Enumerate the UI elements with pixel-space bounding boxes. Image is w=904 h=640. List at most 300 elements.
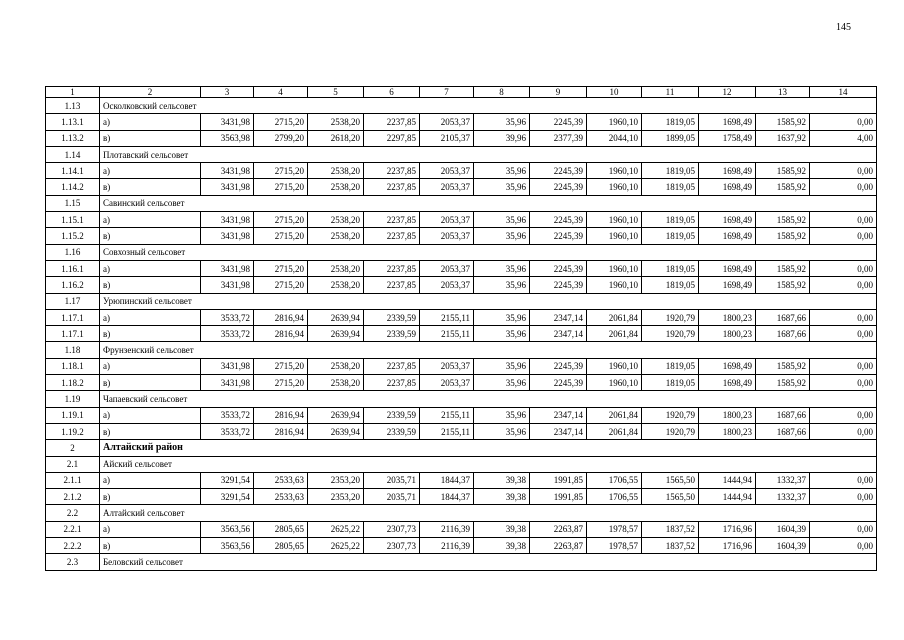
cell-value: 1687,66 [756,309,810,325]
cell-value: 39,96 [474,130,530,146]
cell-value: 2625,22 [308,521,364,537]
cell-value: 2339,59 [364,326,420,342]
row-code: 1.16.2 [46,277,100,293]
cell-value: 3431,98 [201,358,254,374]
row-code: 1.15 [46,195,100,211]
cell-value: 2053,37 [420,277,474,293]
cell-value: 2715,20 [254,179,308,195]
cell-value: 2035,71 [364,472,420,488]
row-code: 1.16 [46,244,100,260]
cell-value: 35,96 [474,309,530,325]
cell-value: 3431,98 [201,260,254,276]
cell-value: 1565,50 [642,489,699,505]
row-label: а) [100,114,201,130]
section-title: Плотавский сельсовет [100,146,877,162]
tariff-table [45,86,877,571]
section-title: Чапаевский сельсовет [100,391,877,407]
cell-value: 2639,94 [308,423,364,439]
cell-value: 1698,49 [699,212,756,228]
cell-value: 39,38 [474,521,530,537]
cell-value: 35,96 [474,114,530,130]
cell-value: 1332,37 [756,472,810,488]
cell-value: 1585,92 [756,228,810,244]
cell-value: 2816,94 [254,326,308,342]
cell-value: 0,00 [810,489,877,505]
cell-value: 1585,92 [756,114,810,130]
cell-value: 2377,39 [530,130,587,146]
cell-value: 1819,05 [642,260,699,276]
cell-value: 2053,37 [420,375,474,391]
cell-value: 2245,39 [530,228,587,244]
cell-value: 2061,84 [587,309,642,325]
cell-value: 2353,20 [308,489,364,505]
row-code: 1.17.1 [46,326,100,342]
cell-value: 2044,10 [587,130,642,146]
cell-value: 0,00 [810,212,877,228]
cell-value: 2625,22 [308,538,364,554]
cell-value: 2061,84 [587,423,642,439]
cell-value: 2538,20 [308,212,364,228]
table-row [46,375,877,391]
cell-value: 2715,20 [254,212,308,228]
row-code: 1.17 [46,293,100,309]
column-number: 1 [46,87,100,98]
cell-value: 1687,66 [756,407,810,423]
cell-value: 2353,20 [308,472,364,488]
cell-value: 1978,57 [587,538,642,554]
cell-value: 2533,63 [254,472,308,488]
cell-value: 2061,84 [587,407,642,423]
cell-value: 1960,10 [587,212,642,228]
table-row [46,179,877,195]
cell-value: 2538,20 [308,163,364,179]
cell-value: 35,96 [474,179,530,195]
cell-value: 35,96 [474,326,530,342]
cell-value: 2715,20 [254,277,308,293]
cell-value: 2237,85 [364,228,420,244]
cell-value: 1698,49 [699,179,756,195]
cell-value: 1978,57 [587,521,642,537]
table-row [46,407,877,423]
cell-value: 2245,39 [530,375,587,391]
table-row [46,472,877,488]
cell-value: 1585,92 [756,358,810,374]
cell-value: 1758,49 [699,130,756,146]
cell-value: 2805,65 [254,521,308,537]
cell-value: 2805,65 [254,538,308,554]
cell-value: 2538,20 [308,277,364,293]
cell-value: 2639,94 [308,309,364,325]
cell-value: 1565,50 [642,472,699,488]
cell-value: 3563,98 [201,130,254,146]
cell-value: 1585,92 [756,212,810,228]
section-row [46,391,877,407]
row-code: 1.19 [46,391,100,407]
row-code: 1.13.1 [46,114,100,130]
row-label: в) [100,179,201,195]
cell-value: 1698,49 [699,228,756,244]
cell-value: 1585,92 [756,179,810,195]
row-code: 1.18.2 [46,375,100,391]
cell-value: 1960,10 [587,375,642,391]
cell-value: 2263,87 [530,521,587,537]
row-code: 2.1.2 [46,489,100,505]
section-row [46,554,877,570]
cell-value: 2053,37 [420,228,474,244]
row-code: 1.14 [46,146,100,162]
cell-value: 2307,73 [364,538,420,554]
cell-value: 1706,55 [587,489,642,505]
cell-value: 2715,20 [254,358,308,374]
cell-value: 1960,10 [587,163,642,179]
cell-value: 1844,37 [420,472,474,488]
cell-value: 2538,20 [308,260,364,276]
row-label: а) [100,260,201,276]
cell-value: 1716,96 [699,538,756,554]
row-label: в) [100,277,201,293]
cell-value: 2053,37 [420,179,474,195]
cell-value: 35,96 [474,358,530,374]
row-code: 2.2 [46,505,100,521]
cell-value: 2245,39 [530,260,587,276]
cell-value: 1920,79 [642,407,699,423]
cell-value: 35,96 [474,163,530,179]
cell-value: 2816,94 [254,407,308,423]
column-number: 5 [308,87,364,98]
cell-value: 2116,39 [420,521,474,537]
cell-value: 3431,98 [201,114,254,130]
row-label: а) [100,472,201,488]
cell-value: 3431,98 [201,375,254,391]
cell-value: 2307,73 [364,521,420,537]
cell-value: 1819,05 [642,228,699,244]
cell-value: 35,96 [474,228,530,244]
cell-value: 3431,98 [201,163,254,179]
cell-value: 2237,85 [364,114,420,130]
cell-value: 1585,92 [756,375,810,391]
cell-value: 1604,39 [756,538,810,554]
cell-value: 1444,94 [699,472,756,488]
cell-value: 1960,10 [587,179,642,195]
column-number: 2 [100,87,201,98]
cell-value: 2053,37 [420,163,474,179]
cell-value: 0,00 [810,163,877,179]
cell-value: 1920,79 [642,423,699,439]
table-row [46,277,877,293]
section-title: Урюпинский сельсовет [100,293,877,309]
row-label: а) [100,521,201,537]
table-row [46,212,877,228]
cell-value: 1706,55 [587,472,642,488]
column-number: 6 [364,87,420,98]
cell-value: 2339,59 [364,309,420,325]
cell-value: 1819,05 [642,212,699,228]
cell-value: 1819,05 [642,358,699,374]
cell-value: 3291,54 [201,472,254,488]
cell-value: 1819,05 [642,163,699,179]
row-code: 2.2.1 [46,521,100,537]
cell-value: 2339,59 [364,407,420,423]
cell-value: 1585,92 [756,260,810,276]
cell-value: 1687,66 [756,423,810,439]
cell-value: 39,38 [474,538,530,554]
cell-value: 1698,49 [699,163,756,179]
column-number: 3 [201,87,254,98]
cell-value: 1960,10 [587,277,642,293]
cell-value: 0,00 [810,326,877,342]
cell-value: 2245,39 [530,212,587,228]
cell-value: 1698,49 [699,277,756,293]
column-number: 9 [530,87,587,98]
cell-value: 1687,66 [756,326,810,342]
row-label: в) [100,538,201,554]
cell-value: 1819,05 [642,375,699,391]
section-row [46,146,877,162]
cell-value: 3563,56 [201,521,254,537]
row-code: 1.15.2 [46,228,100,244]
table-row [46,423,877,439]
section-row [46,342,877,358]
cell-value: 2116,39 [420,538,474,554]
cell-value: 2347,14 [530,407,587,423]
table-row [46,309,877,325]
row-code: 1.13 [46,98,100,114]
cell-value: 2263,87 [530,538,587,554]
cell-value: 3563,56 [201,538,254,554]
cell-value: 0,00 [810,114,877,130]
cell-value: 39,38 [474,472,530,488]
row-code: 1.18 [46,342,100,358]
cell-value: 0,00 [810,309,877,325]
cell-value: 35,96 [474,260,530,276]
section-row [46,98,877,114]
row-code: 2.1.1 [46,472,100,488]
row-label: в) [100,489,201,505]
section-title: Фрунзенский сельсовет [100,342,877,358]
section-row [46,505,877,521]
cell-value: 2053,37 [420,358,474,374]
cell-value: 1819,05 [642,179,699,195]
cell-value: 2715,20 [254,375,308,391]
cell-value: 2155,11 [420,423,474,439]
cell-value: 2339,59 [364,423,420,439]
column-number: 12 [699,87,756,98]
row-code: 1.18.1 [46,358,100,374]
cell-value: 3431,98 [201,179,254,195]
cell-value: 0,00 [810,521,877,537]
table-row [46,130,877,146]
row-label: в) [100,375,201,391]
cell-value: 2245,39 [530,179,587,195]
column-number: 4 [254,87,308,98]
section-title: Совхозный сельсовет [100,244,877,260]
cell-value: 3431,98 [201,212,254,228]
cell-value: 3291,54 [201,489,254,505]
cell-value: 1920,79 [642,326,699,342]
cell-value: 1960,10 [587,228,642,244]
section-row [46,195,877,211]
row-code: 1.16.1 [46,260,100,276]
table-row [46,521,877,537]
cell-value: 2245,39 [530,358,587,374]
cell-value: 2538,20 [308,114,364,130]
cell-value: 2347,14 [530,309,587,325]
row-code: 1.13.2 [46,130,100,146]
cell-value: 2533,63 [254,489,308,505]
table-row [46,228,877,244]
cell-value: 0,00 [810,423,877,439]
cell-value: 0,00 [810,277,877,293]
cell-value: 0,00 [810,228,877,244]
column-number: 7 [420,87,474,98]
cell-value: 2816,94 [254,309,308,325]
row-code: 2 [46,440,100,456]
cell-value: 2155,11 [420,309,474,325]
section-title: Айский сельсовет [100,456,877,472]
row-label: а) [100,309,201,325]
row-code: 1.14.1 [46,163,100,179]
cell-value: 1837,52 [642,538,699,554]
cell-value: 0,00 [810,179,877,195]
cell-value: 1444,94 [699,489,756,505]
row-code: 2.3 [46,554,100,570]
section-row [46,244,877,260]
cell-value: 2245,39 [530,114,587,130]
cell-value: 2245,39 [530,277,587,293]
cell-value: 3431,98 [201,277,254,293]
section-row [46,293,877,309]
section-title: Савинский сельсовет [100,195,877,211]
row-label: в) [100,423,201,439]
cell-value: 2297,85 [364,130,420,146]
row-code: 1.17.1 [46,309,100,325]
cell-value: 2237,85 [364,260,420,276]
cell-value: 1920,79 [642,309,699,325]
cell-value: 2105,37 [420,130,474,146]
cell-value: 1698,49 [699,375,756,391]
cell-value: 2538,20 [308,179,364,195]
cell-value: 1800,23 [699,326,756,342]
section-title: Алтайский район [100,440,877,456]
cell-value: 3533,72 [201,423,254,439]
cell-value: 2155,11 [420,407,474,423]
section-row [46,456,877,472]
cell-value: 1585,92 [756,163,810,179]
cell-value: 1604,39 [756,521,810,537]
cell-value: 2347,14 [530,423,587,439]
table-row [46,538,877,554]
section-title: Осколковский сельсовет [100,98,877,114]
cell-value: 2155,11 [420,326,474,342]
cell-value: 2715,20 [254,114,308,130]
cell-value: 0,00 [810,538,877,554]
cell-value: 2053,37 [420,212,474,228]
cell-value: 3533,72 [201,407,254,423]
cell-value: 2035,71 [364,489,420,505]
row-label: в) [100,228,201,244]
cell-value: 1800,23 [699,423,756,439]
cell-value: 1698,49 [699,260,756,276]
cell-value: 1960,10 [587,260,642,276]
cell-value: 2538,20 [308,375,364,391]
cell-value: 2061,84 [587,326,642,342]
cell-value: 1800,23 [699,309,756,325]
section-title: Беловский сельсовет [100,554,877,570]
cell-value: 35,96 [474,277,530,293]
cell-value: 1637,92 [756,130,810,146]
cell-value: 35,96 [474,375,530,391]
cell-value: 0,00 [810,358,877,374]
cell-value: 2538,20 [308,228,364,244]
cell-value: 35,96 [474,423,530,439]
cell-value: 2053,37 [420,114,474,130]
cell-value: 2347,14 [530,326,587,342]
table-row [46,358,877,374]
row-label: а) [100,163,201,179]
cell-value: 3533,72 [201,309,254,325]
cell-value: 1837,52 [642,521,699,537]
cell-value: 2715,20 [254,228,308,244]
cell-value: 2237,85 [364,163,420,179]
cell-value: 4,00 [810,130,877,146]
cell-value: 1991,85 [530,472,587,488]
column-number: 10 [587,87,642,98]
cell-value: 2237,85 [364,212,420,228]
row-code: 1.14.2 [46,179,100,195]
cell-value: 35,96 [474,212,530,228]
column-number: 8 [474,87,530,98]
row-code: 2.2.2 [46,538,100,554]
cell-value: 2618,20 [308,130,364,146]
cell-value: 2237,85 [364,277,420,293]
row-label: в) [100,130,201,146]
cell-value: 1844,37 [420,489,474,505]
row-label: а) [100,212,201,228]
table-row [46,326,877,342]
cell-value: 1332,37 [756,489,810,505]
cell-value: 2538,20 [308,358,364,374]
cell-value: 1819,05 [642,277,699,293]
cell-value: 35,96 [474,407,530,423]
cell-value: 2237,85 [364,358,420,374]
cell-value: 3533,72 [201,326,254,342]
row-code: 1.19.1 [46,407,100,423]
cell-value: 0,00 [810,260,877,276]
cell-value: 2715,20 [254,163,308,179]
cell-value: 2715,20 [254,260,308,276]
section-row [46,440,877,456]
cell-value: 2237,85 [364,375,420,391]
cell-value: 1698,49 [699,114,756,130]
cell-value: 2639,94 [308,326,364,342]
cell-value: 1960,10 [587,114,642,130]
cell-value: 3431,98 [201,228,254,244]
cell-value: 2816,94 [254,423,308,439]
cell-value: 2639,94 [308,407,364,423]
row-label: а) [100,407,201,423]
cell-value: 39,38 [474,489,530,505]
section-title: Алтайский сельсовет [100,505,877,521]
row-code: 1.15.1 [46,212,100,228]
row-code: 1.19.2 [46,423,100,439]
column-number: 14 [810,87,877,98]
cell-value: 1991,85 [530,489,587,505]
cell-value: 1960,10 [587,358,642,374]
column-number: 13 [756,87,810,98]
cell-value: 2053,37 [420,260,474,276]
cell-value: 2245,39 [530,163,587,179]
cell-value: 0,00 [810,375,877,391]
